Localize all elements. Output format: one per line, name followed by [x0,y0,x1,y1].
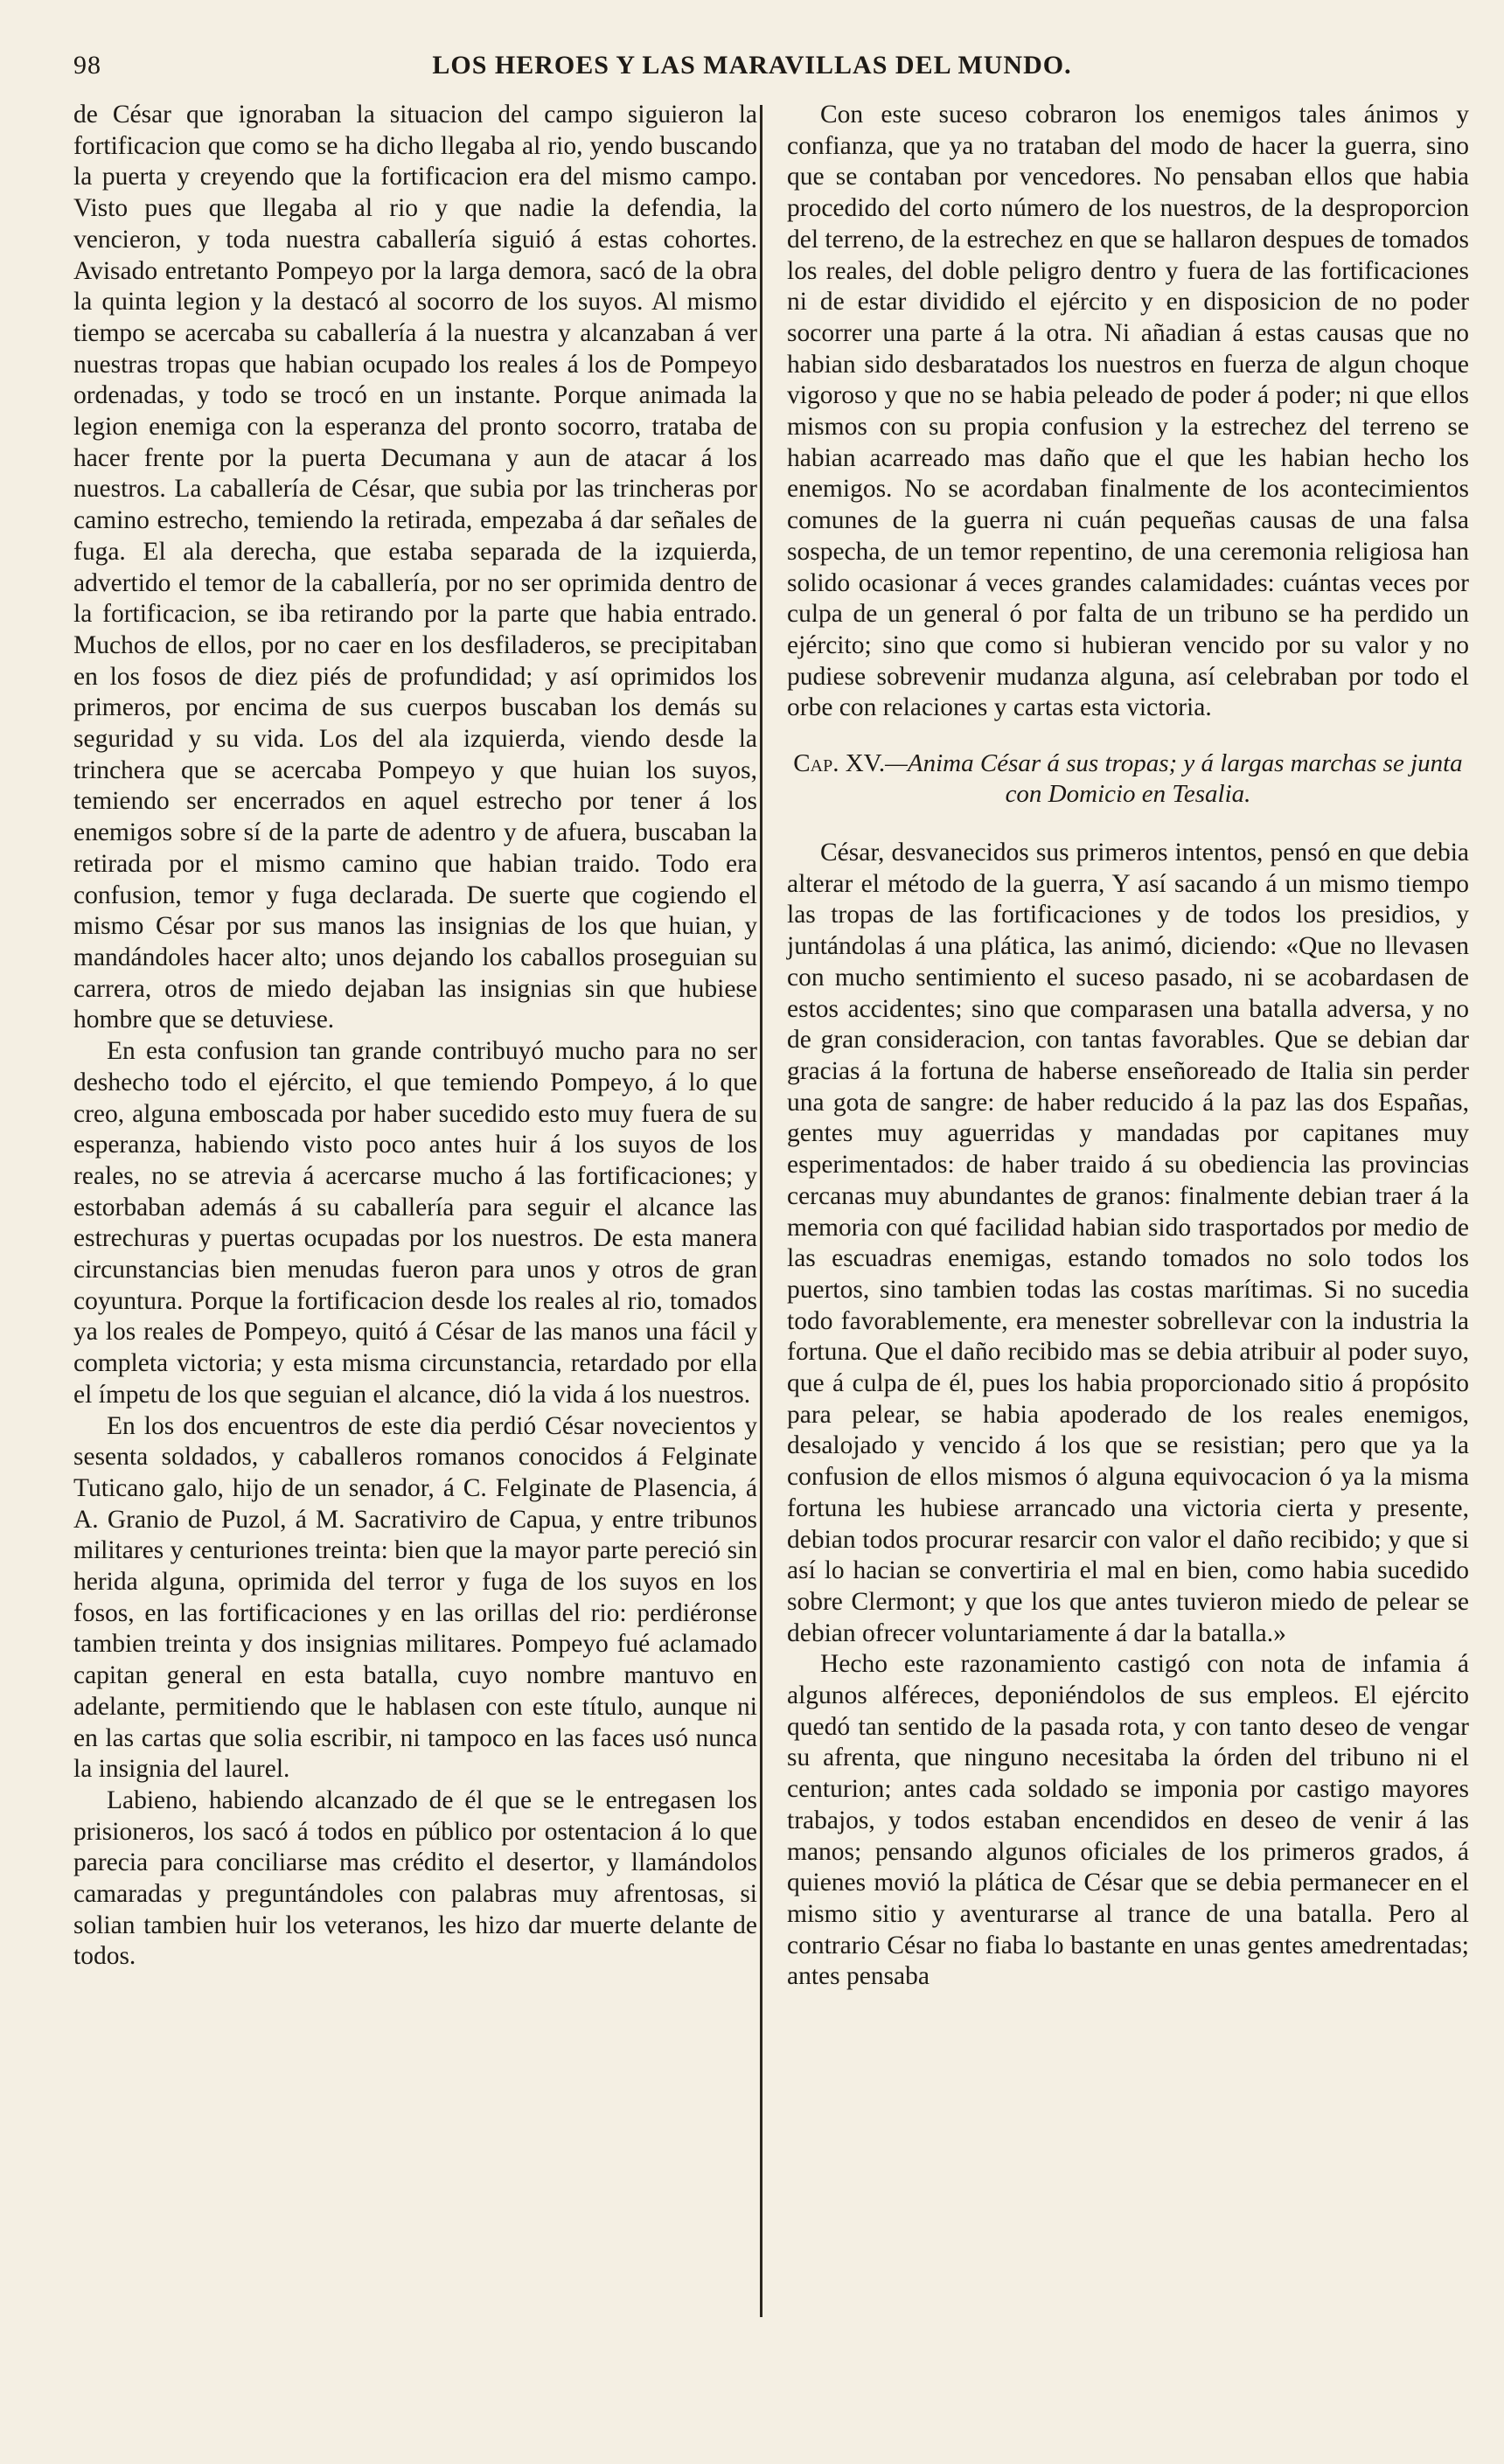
paragraph: César, desvanecidos sus primeros intentos, pensó en que debia alterar el método de la guerra, Y así sacando á un mismo tiempo las tropas de las fortificaciones y de todos los presidios, y juntándolas á una plática, las animó, diciendo: «Que no llevasen con mucho sentimiento el suceso pasado, ni se acobardasen de estos accidentes; sino que comparasen una batalla adversa, y no de gran consideracion, con tantas favorables. Que se debian dar gracias á la fortuna de haberse enseñoreado de Italia sin perder una gota de sangre: de haber reducido á la paz las dos Españas, gentes muy aguerridas y mandadas por capitanes muy esperimentados: de haber traido á su obediencia las provincias cercanas muy abundantes de granos: finalmente debian traer á la memoria con qué facilidad habian sido trasportados por medio de las escuadras enemigas, estando tomados no solo todos los puertos, sino tambien todas las costas marítimas. Si no sucedia todo favorablemente, era menester sobrellevar con la industria la fortuna. Que el daño recibido mas se debia atribuir al poder suyo, que á culpa de él, pues los habia proporcionado sitio á propósito para pelear, se habia apoderado de los reales enemigos, desalojado y vencido á los que se resistian; pero que ya la confusion de ellos mismos ó alguna equivocacion ó ya la misma fortuna les hubiese arrancado una victoria cierta y presente, debian todos procurar resarcir con valor el daño recibido; y que si así lo hacian se convertiria el mal en bien, como habia sucedido sobre Clermont; y que los que antes tuvieron miedo de pelear se debian ofrecer voluntariamente á dar la batalla.» [787,839,1469,1647]
page-header [73,51,1431,91]
chapter-heading [787,748,1469,810]
paragraph: Labieno, habiendo alcanzado de él que se le entregasen los prisioneros, los sacó á todos en público por ostentacion á lo que parecia para conciliarse mas crédito el desertor, y llamándolos camaradas y preguntándoles con palabras muy afrentosas, si solian tambien huir los veteranos, les hizo dar muerte delante de todos. [73,1785,757,1971]
chapter-label: Cap. XV. [793,749,886,778]
paragraph: En los dos encuentros de este dia perdió César novecientos y sesenta soldados, y caballeros romanos conocidos á Felginate Tuticano galo, hijo de un senador, á C. Felginate de Plasencia, á A. Granio de Puzol, á M. Sacrativiro de Capua, y entre tribunos militares y centuriones treinta: bien que la mayor parte pereció sin herida alguna, oprimida del terror y fuga de los suyos en los fosos, en las fortificaciones y en las orillas del rio: perdiéronse tambien treinta y dos insignias militares. Pompeyo fué aclamado capitan general en esta batalla, cuyo nombre mantuvo en adelante, permitiendo que le hablasen con este título, aunque ni en las cartas que solia escribir, ni tampoco en las faces usó nunca la insignia del laurel. [73,1411,757,1784]
paragraph: En esta confusion tan grande contribuyó mucho para no ser deshecho todo el ejército, el que temiendo Pompeyo, á lo que creo, alguna emboscada por haber sucedido esto muy fuera de su esperanza, habiendo visto poco antes huir á los suyos de los reales, no se atrevia á acercarse mucho á las fortificaciones; y estorbaban además á su caballería para seguir el alcance las estrechuras y puertas ocupadas por los nuestros. De esta manera circunstancias bien menudas fueron para unos y otros de gran coyuntura. Porque la fortificacion desde los reales al rio, tomados ya los reales de Pompeyo, quitó á César de las manos una fácil y completa victoria; y esta misma circunstancia, retardado por ella el ímpetu de los que seguian el alcance, dió la vida á los nuestros. [73,1037,757,1409]
right-column [787,100,1469,1993]
page-number: 98 [73,51,101,80]
paragraph: Hecho este razonamiento castigó con nota de infamia á algunos alféreces, deponiéndolos de sus empleos. El ejército quedó tan sentido de la pasada rota, y con tanto deseo de vengar su afrenta, que ninguno necesitaba la órden del tribuno ni el centurion; antes cada soldado se imponia por castigo mayores trabajos, y todos estaban encendidos en deseo de venir á las manos; pensando algunos oficiales de los primeros grados, á quienes movió la plática de César que se debia permanecer en el mismo sitio y aventurarse al trance de una batalla. Pero al contrario César no fiaba lo bastante en unas gentes amedrentadas; antes pensaba [787,1650,1469,1991]
column-divider [760,105,762,2317]
paragraph: de César que ignoraban la situacion del campo siguieron la fortificacion que como se ha dicho llegaba al rio, yendo buscando la puerta y creyendo que la fortificacion era del mismo campo. Visto pues que llegaba al rio y que nadie la defendia, la vencieron, y toda nuestra caballería siguió á estas cohortes. Avisado entretanto Pompeyo por la larga demora, sacó de la obra la quinta legion y la destacó al socorro de los suyos. Al mismo tiempo se acercaba su caballería á la nuestra y alcanzaban á ver nuestras tropas que habian ocupado los reales á los de Pompeyo ordenadas, y todo se trocó en un instante. Porque animada la legion enemiga con la esperanza del pronto socorro, trataba de hacer frente por la puerta Decumana y aun de atacar á los nuestros. La caballería de César, que subia por las trincheras por camino estrecho, temiendo la retirada, empezaba á dar señales de fuga. El ala derecha, que estaba separada de la izquierda, advertido el temor de la caballería, por no ser oprimida dentro de la fortificacion, se iba retirando por la parte que habia entrado. Muchos de ellos, por no caer en los desfiladeros, se precipitaban en los fosos de diez piés de profundidad; y así oprimidos los primeros, por encima de sus cuerpos buscaban los demás su seguridad y su vida. Los del ala izquierda, viendo desde la trinchera que se acercaba Pompeyo y que huian los suyos, temiendo ser encerrados en aquel estrecho por tener á los enemigos sobre sí de la parte de adentro y de afuera, buscaban la retirada por el mismo camino que habian traido. Todo era confusion, temor y fuga declarada. De suerte que cogiendo el mismo César por sus manos las insignias de los que huian, y mandándoles hacer alto; unos dejando los caballos proseguian su carrera, otros de miedo dejaban las insignias sin que hubiese hombre que se detuviese. [73,101,757,1034]
running-title: LOS HEROES Y LAS MARAVILLAS DEL MUNDO. [432,51,1072,80]
paragraph: Con este suceso cobraron los enemigos tales ánimos y confianza, que ya no trataban del modo de hacer la guerra, sino que se contaban por vencedores. No pensaban ellos que habia procedido del corto número de los nuestros, de la desproporcion del terreno, de la estrechez en que se hallaron despues de tomados los reales, del doble peligro dentro y fuera de las fortificaciones ni de estar dividido el ejército y en disposicion de no poder socorrer una parte á la otra. Ni añadian á estas causas que no habian sido desbaratados los nuestros en fuerza de algun choque vigoroso y que no se habia peleado de poder á poder; ni que ellos mismos con su propia confusion y la estrechez del terreno se habian acarreado mas daño que el que les habian hecho los enemigos. No se acordaban finalmente de los acontecimientos comunes de la guerra ni cuán pequeñas causas de una falsa sospecha, de un temor repentino, de una ceremonia religiosa han solido ocasionar á veces grandes calamidades: cuántas veces por culpa de un general ó por falta de un tribuno se ha perdido un ejército; sino que como si hubieran vencido por su valor y no pudiese sobrevenir mudanza alguna, así celebraban por todo el orbe con relaciones y cartas esta victoria. [787,101,1469,722]
left-column [73,100,757,1973]
chapter-title: —Anima César á sus tropas; y á largas marchas se junta con Domicio en Tesalia. [885,749,1463,809]
